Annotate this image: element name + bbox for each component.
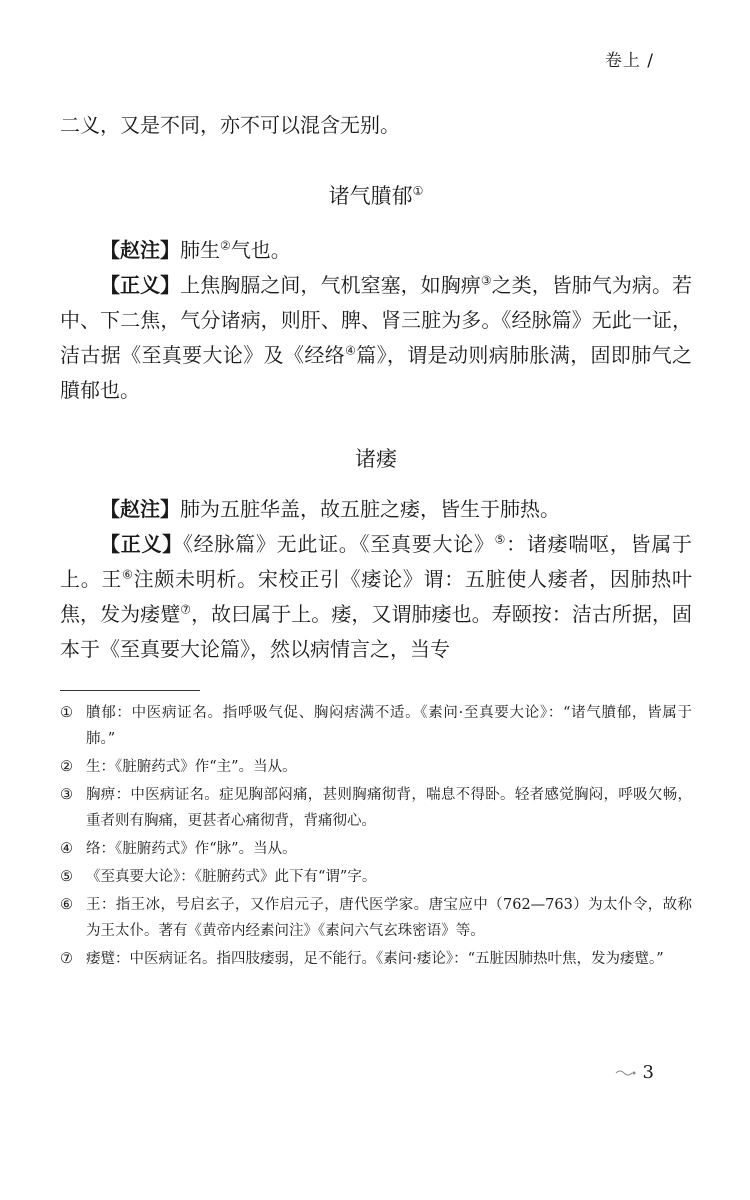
footnote-text: 王：指王冰，号启玄子，又作启元子，唐代医学家。唐宝应中（762—763）为太仆令，故称为王太仆。著有《黄帝内经素问注》《素问六气玄珠密语》等。: [86, 897, 692, 939]
footnote-item: [60, 946, 692, 972]
zhao-label: 【赵注】: [100, 238, 180, 262]
footnote-number: ②: [60, 759, 73, 775]
zhengyi-text: 《经脉篇》无此证。《至真要大论》: [182, 532, 495, 556]
footnote-text: 络：《脏腑药式》作“脉”。当从。: [86, 841, 297, 857]
page-footer: [615, 1062, 654, 1083]
footnote-divider: [60, 690, 200, 691]
zhengyi-label: 【正义】: [100, 532, 183, 556]
continuation-paragraph: [60, 108, 692, 143]
zhengyi-text: 注颇未明析。宋校正引《痿论》谓：五脏使人痿者，因肺热叶焦，发为痿躄: [60, 567, 692, 626]
page-number: 3: [642, 1062, 654, 1083]
zhengyi-text: 之类，皆肺气为病。若中、下二焦，气分诸病，则肝、脾、肾三脏为多。《经脉篇》无此一证，洁古据《至真要大论》及《经络: [60, 273, 693, 367]
ornament-icon: [615, 1068, 637, 1078]
section-title-text: 诸痿: [355, 447, 397, 471]
zhao-text: 肺为五脏华盖，故五脏之痿，皆生于肺热。: [180, 497, 560, 521]
zhengyi-commentary: [60, 527, 692, 667]
footnote-number: ①: [60, 705, 73, 721]
footnote-number: ⑤: [60, 869, 73, 885]
footnote-number: ⑦: [60, 951, 73, 967]
footnote-ref: ⑦: [180, 602, 192, 617]
footnote-ref: ④: [345, 343, 357, 358]
footnote-text: 胸痹：中医病证名。症见胸部闷痛，甚则胸痛彻背，喘息不得卧。轻者感觉胸闷，呼吸欠畅，重者则有胸痛，更甚者心痛彻背，背痛彻心。: [86, 787, 692, 829]
footnote-item: [60, 782, 692, 834]
zhao-commentary: [60, 233, 692, 268]
footnote-item: [60, 700, 692, 752]
footnote-ref: ⑤: [494, 532, 507, 547]
zhengyi-commentary: [60, 268, 692, 408]
footnote-text: 生：《脏腑药式》作“主”。当从。: [86, 759, 297, 775]
zhengyi-text: 篇》，谓是动则病肺胀满，固即肺气之膹郁也。: [60, 343, 693, 402]
section-title-2: [60, 443, 692, 473]
running-header: 卷上 /: [604, 51, 654, 71]
footnote-number: ⑥: [60, 897, 73, 913]
footnote-item: [60, 836, 692, 862]
zhao-label: 【赵注】: [100, 497, 180, 521]
footnote-text: 膹郁：中医病证名。指呼吸气促、胸闷痞满不适。《素问·至真要大论》：“诸气膹郁，皆属于肺。”: [86, 705, 692, 747]
footnote-item: [60, 754, 692, 780]
continuation-text: 二义，又是不同，亦不可以混含无别。: [60, 113, 400, 137]
zhao-text: 肺生: [180, 238, 220, 262]
zhengyi-text: 上焦胸膈之间，气机窒塞，如胸痹: [180, 273, 481, 297]
footnote-text: 《至真要大论》：《脏腑药式》此下有“谓”字。: [86, 869, 377, 885]
footnote-item: [60, 864, 692, 890]
footnote-text: 痿躄：中医病证名。指四肢痿弱，足不能行。《素问·痿论》：“五脏因肺热叶焦，发为痿躄。”: [86, 951, 664, 967]
section-body-2: [60, 492, 692, 667]
section-title-1: [60, 180, 692, 210]
section-body-1: [60, 233, 692, 408]
zhengyi-label: 【正义】: [100, 273, 181, 297]
footnote-number: ③: [60, 787, 73, 803]
zhao-commentary: [60, 492, 692, 527]
footnote-number: ④: [60, 841, 73, 857]
footnote-ref: ⑥: [122, 567, 134, 582]
footnote-item: [60, 892, 692, 944]
zhao-text: 气也。: [230, 238, 291, 262]
footnotes: [60, 700, 692, 974]
zhengyi-text: ：诸痿喘呕，皆属于上。王: [60, 532, 693, 591]
footnote-ref: ③: [480, 273, 492, 288]
section-title-text: 诸气膹郁: [328, 184, 413, 208]
footnote-ref: ①: [412, 184, 424, 198]
zhengyi-text: ，故曰属于上。痿，又谓肺痿也。寿颐按：洁古所据，固本于《至真要大论篇》，然以病情言之，当专: [60, 602, 693, 661]
footnote-ref: ②: [220, 238, 231, 253]
